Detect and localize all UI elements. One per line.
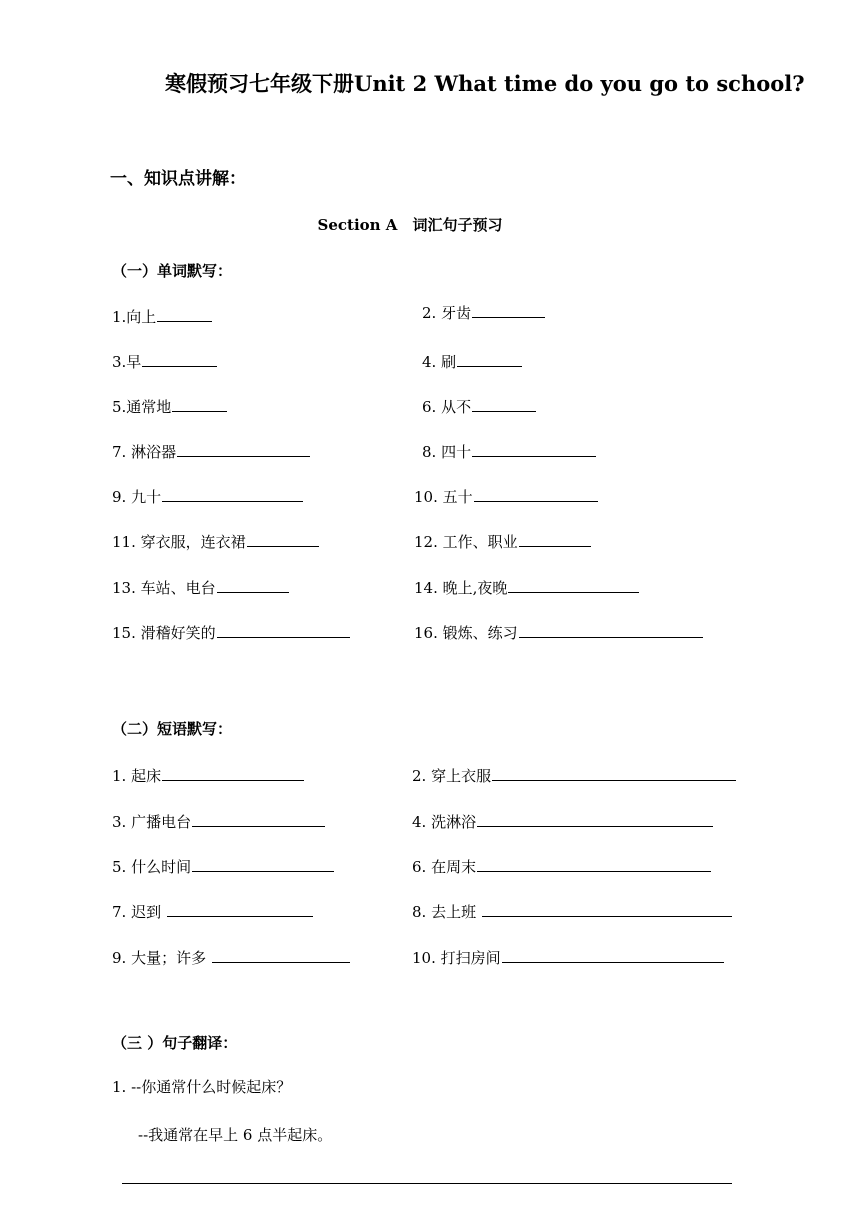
- answer-blank[interactable]: [477, 810, 713, 827]
- word-item: [112, 621, 350, 643]
- word-dictation-heading: （一）单词默写：: [112, 262, 233, 280]
- answer-blank[interactable]: [217, 576, 289, 593]
- phrase-item: [112, 810, 325, 832]
- answer-blank[interactable]: [247, 530, 319, 547]
- answer-blank[interactable]: [162, 764, 304, 781]
- phrase-label: 10. 打扫房间: [412, 949, 501, 967]
- word-label: 12. 工作、职业: [414, 533, 518, 551]
- sentence-translation-heading: （三 ）句子翻译：: [112, 1034, 238, 1052]
- word-label: 15. 滑稽好笑的: [112, 624, 216, 642]
- answer-blank[interactable]: [508, 576, 639, 593]
- word-item: [414, 485, 598, 507]
- word-label: 2. 牙齿: [422, 304, 472, 322]
- phrase-label: 5. 什么时间: [112, 858, 192, 876]
- phrase-item: [412, 946, 724, 968]
- word-item: [112, 440, 310, 462]
- word-label: 9. 九十: [112, 488, 162, 506]
- phrase-label: 3. 广播电台: [112, 813, 192, 831]
- word-label: 6. 从不: [422, 398, 472, 416]
- answer-blank[interactable]: [519, 530, 591, 547]
- word-item: [422, 350, 522, 372]
- phrase-label: 6. 在周末: [412, 858, 477, 876]
- phrase-label: 4. 洗淋浴: [412, 813, 477, 831]
- word-item: [112, 576, 289, 598]
- answer-blank[interactable]: [477, 855, 711, 872]
- phrase-item: [412, 900, 732, 922]
- answer-blank[interactable]: [167, 900, 313, 917]
- phrase-item: [412, 810, 713, 832]
- word-item: [112, 530, 319, 552]
- answer-blank[interactable]: [142, 350, 217, 367]
- answer-blank[interactable]: [162, 485, 303, 502]
- word-label: 13. 车站、电台: [112, 579, 216, 597]
- phrase-item: [112, 946, 350, 968]
- phrase-item: [412, 764, 736, 786]
- section-heading: 一、知识点讲解：: [110, 169, 246, 189]
- word-label: 4. 刷: [422, 353, 457, 371]
- word-label: 16. 锻炼、练习: [414, 624, 518, 642]
- word-item: [414, 530, 591, 552]
- word-item: [414, 576, 639, 598]
- answer-1-prompt: --我通常在早上 6 点半起床。: [138, 1126, 333, 1144]
- phrase-label: 7. 迟到: [112, 903, 166, 921]
- section-a-heading: Section A 词汇句子预习: [317, 216, 503, 234]
- phrase-item: [112, 900, 313, 922]
- phrase-item: [112, 764, 304, 786]
- answer-blank[interactable]: [457, 350, 522, 367]
- answer-blank[interactable]: [472, 395, 536, 412]
- word-item: [112, 395, 227, 417]
- answer-blank[interactable]: [192, 855, 334, 872]
- answer-blank[interactable]: [482, 900, 732, 917]
- phrase-item: [112, 855, 334, 877]
- phrase-dictation-heading: （二）短语默写：: [112, 720, 233, 738]
- word-item: [414, 621, 703, 643]
- word-label: 14. 晚上,夜晚: [414, 579, 508, 597]
- word-label: 5.通常地: [112, 398, 172, 416]
- page-title: 寒假预习七年级下册Unit 2 What time do you go to school?: [165, 71, 805, 96]
- word-label: 1.向上: [112, 308, 157, 326]
- answer-blank[interactable]: [474, 485, 598, 502]
- word-item: [112, 305, 212, 327]
- word-label: 8. 四十: [422, 443, 472, 461]
- word-item: [112, 350, 217, 372]
- phrase-item: [412, 855, 711, 877]
- phrase-label: 9. 大量；许多: [112, 949, 211, 967]
- answer-blank[interactable]: [172, 395, 227, 412]
- answer-blank[interactable]: [472, 301, 545, 318]
- word-label: 7. 淋浴器: [112, 443, 177, 461]
- phrase-label: 2. 穿上衣服: [412, 767, 492, 785]
- answer-blank[interactable]: [519, 621, 703, 638]
- word-item: [112, 485, 303, 507]
- word-item: [422, 440, 596, 462]
- translation-answer-line[interactable]: [122, 1183, 732, 1184]
- answer-blank[interactable]: [217, 621, 350, 638]
- phrase-label: 8. 去上班: [412, 903, 481, 921]
- phrase-label: 1. 起床: [112, 767, 162, 785]
- answer-blank[interactable]: [157, 305, 212, 322]
- word-item: [422, 301, 545, 323]
- word-label: 10. 五十: [414, 488, 473, 506]
- answer-blank[interactable]: [212, 946, 350, 963]
- answer-blank[interactable]: [472, 440, 596, 457]
- answer-blank[interactable]: [502, 946, 724, 963]
- word-item: [422, 395, 536, 417]
- answer-blank[interactable]: [492, 764, 736, 781]
- word-label: 11. 穿衣服，连衣裙: [112, 533, 246, 551]
- answer-blank[interactable]: [177, 440, 310, 457]
- word-label: 3.早: [112, 353, 142, 371]
- question-1: 1. --你通常什么时候起床？: [112, 1078, 292, 1096]
- answer-blank[interactable]: [192, 810, 325, 827]
